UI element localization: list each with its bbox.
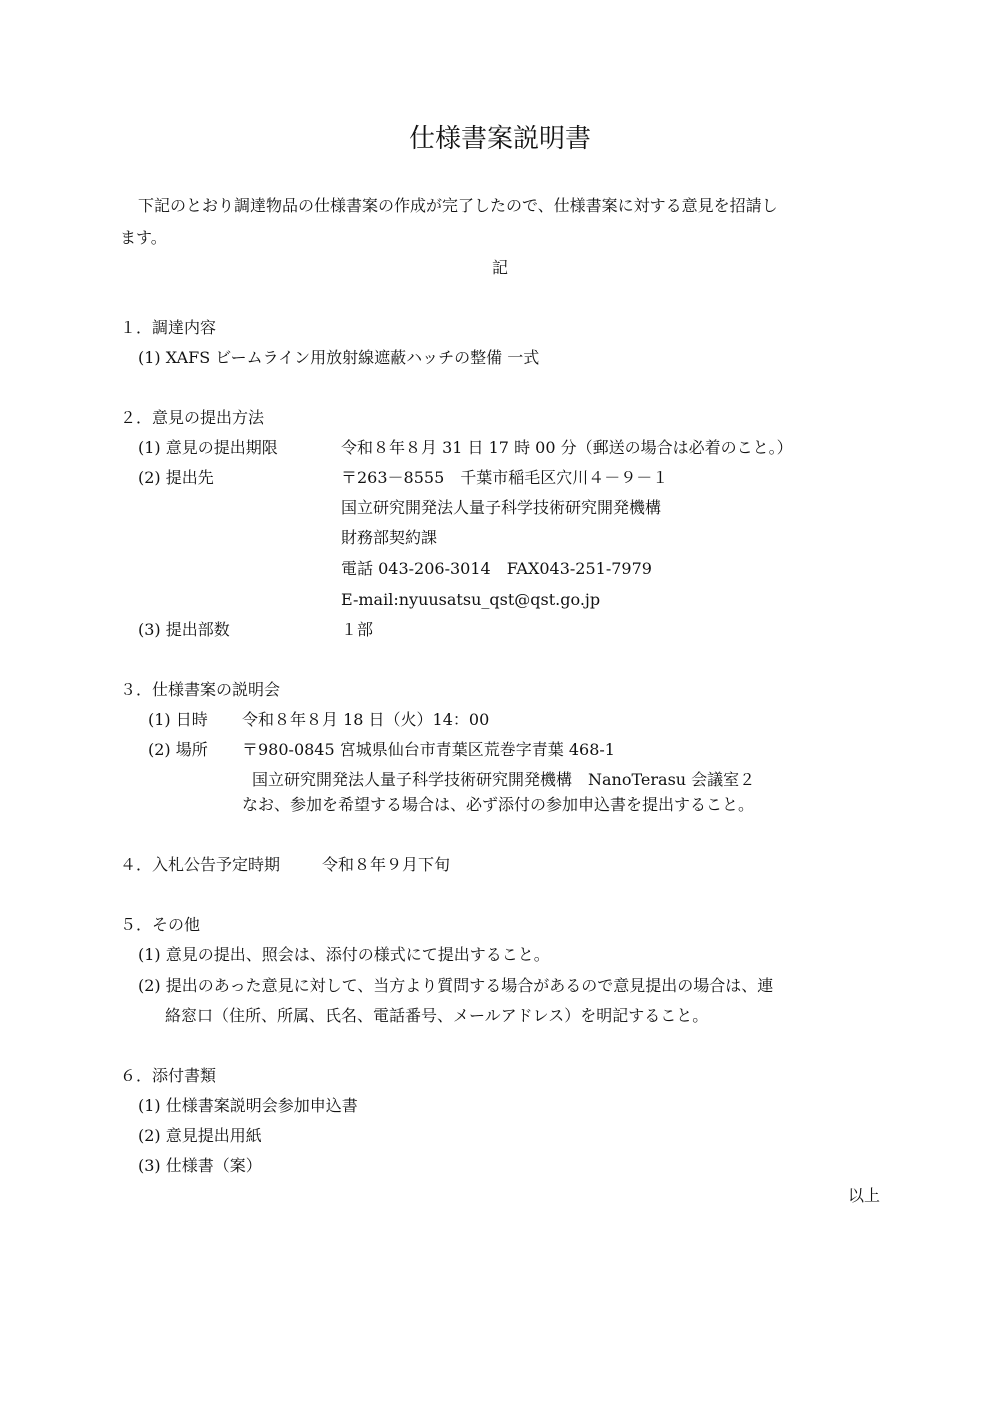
section-1-item-1: (1) XAFS ビームライン用放射線遮蔽ハッチの整備 一式	[138, 348, 540, 367]
bid-notice-period: 令和８年９月下旬	[322, 855, 451, 874]
copies-value: １部	[341, 620, 374, 639]
destination-department: 財務部契約課	[341, 528, 438, 547]
section-4-heading: ４．入札公告予定時期	[120, 855, 281, 874]
attachment-3: (3) 仕様書（案）	[138, 1156, 262, 1175]
place-organization: 国立研究開発法人量子科学技術研究開発機構 NanoTerasu 会議室２	[252, 770, 756, 789]
destination-organization: 国立研究開発法人量子科学技術研究開発機構	[341, 498, 662, 517]
place-label: (2) 場所	[148, 740, 208, 759]
destination-address: 〒263－8555 千葉市稲毛区穴川４－９－１	[341, 468, 669, 487]
destination-phone-fax: 電話 043-206-3014 FAX043-251-7979	[341, 559, 652, 578]
section-5-item-2-line-1: (2) 提出のあった意見に対して、当方より質問する場合があるので意見提出の場合は、連	[138, 976, 774, 995]
intro-line-2: ます。	[120, 228, 167, 247]
deadline-label: (1) 意見の提出期限	[138, 438, 278, 457]
attachment-2: (2) 意見提出用紙	[138, 1126, 262, 1145]
section-2-heading: ２．意見の提出方法	[120, 408, 265, 427]
section-5-heading: ５．その他	[120, 915, 201, 934]
closing-mark: 以上	[847, 1186, 880, 1205]
attachment-1: (1) 仕様書案説明会参加申込書	[138, 1096, 358, 1115]
document-title: 仕様書案説明書	[408, 124, 591, 154]
section-3-heading: ３．仕様書案の説明会	[120, 680, 281, 699]
datetime-value: 令和８年８月 18 日（火）14：00	[242, 710, 490, 729]
section-6-heading: ６．添付書類	[120, 1066, 217, 1085]
destination-email: E-mail:nyuusatsu_qst@qst.go.jp	[341, 590, 601, 609]
section-5-item-2-line-2: 絡窓口（住所、所属、氏名、電話番号、メールアドレス）を明記すること。	[165, 1006, 709, 1025]
section-1-heading: １．調達内容	[120, 318, 217, 337]
destination-label: (2) 提出先	[138, 468, 214, 487]
participation-note: なお、参加を希望する場合は、必ず添付の参加申込書を提出すること。	[242, 795, 755, 814]
intro-line-1: 下記のとおり調達物品の仕様書案の作成が完了したので、仕様書案に対する意見を招請し	[138, 196, 778, 215]
copies-label: (3) 提出部数	[138, 620, 230, 639]
place-address: 〒980-0845 宮城県仙台市青葉区荒巻字青葉 468-1	[242, 740, 615, 759]
deadline-value: 令和８年８月 31 日 17 時 00 分（郵送の場合は必着のこと。）	[341, 438, 793, 457]
ki-marker: 記	[491, 258, 508, 277]
datetime-label: (1) 日時	[148, 710, 208, 729]
section-5-item-1: (1) 意見の提出、照会は、添付の様式にて提出すること。	[138, 945, 550, 964]
